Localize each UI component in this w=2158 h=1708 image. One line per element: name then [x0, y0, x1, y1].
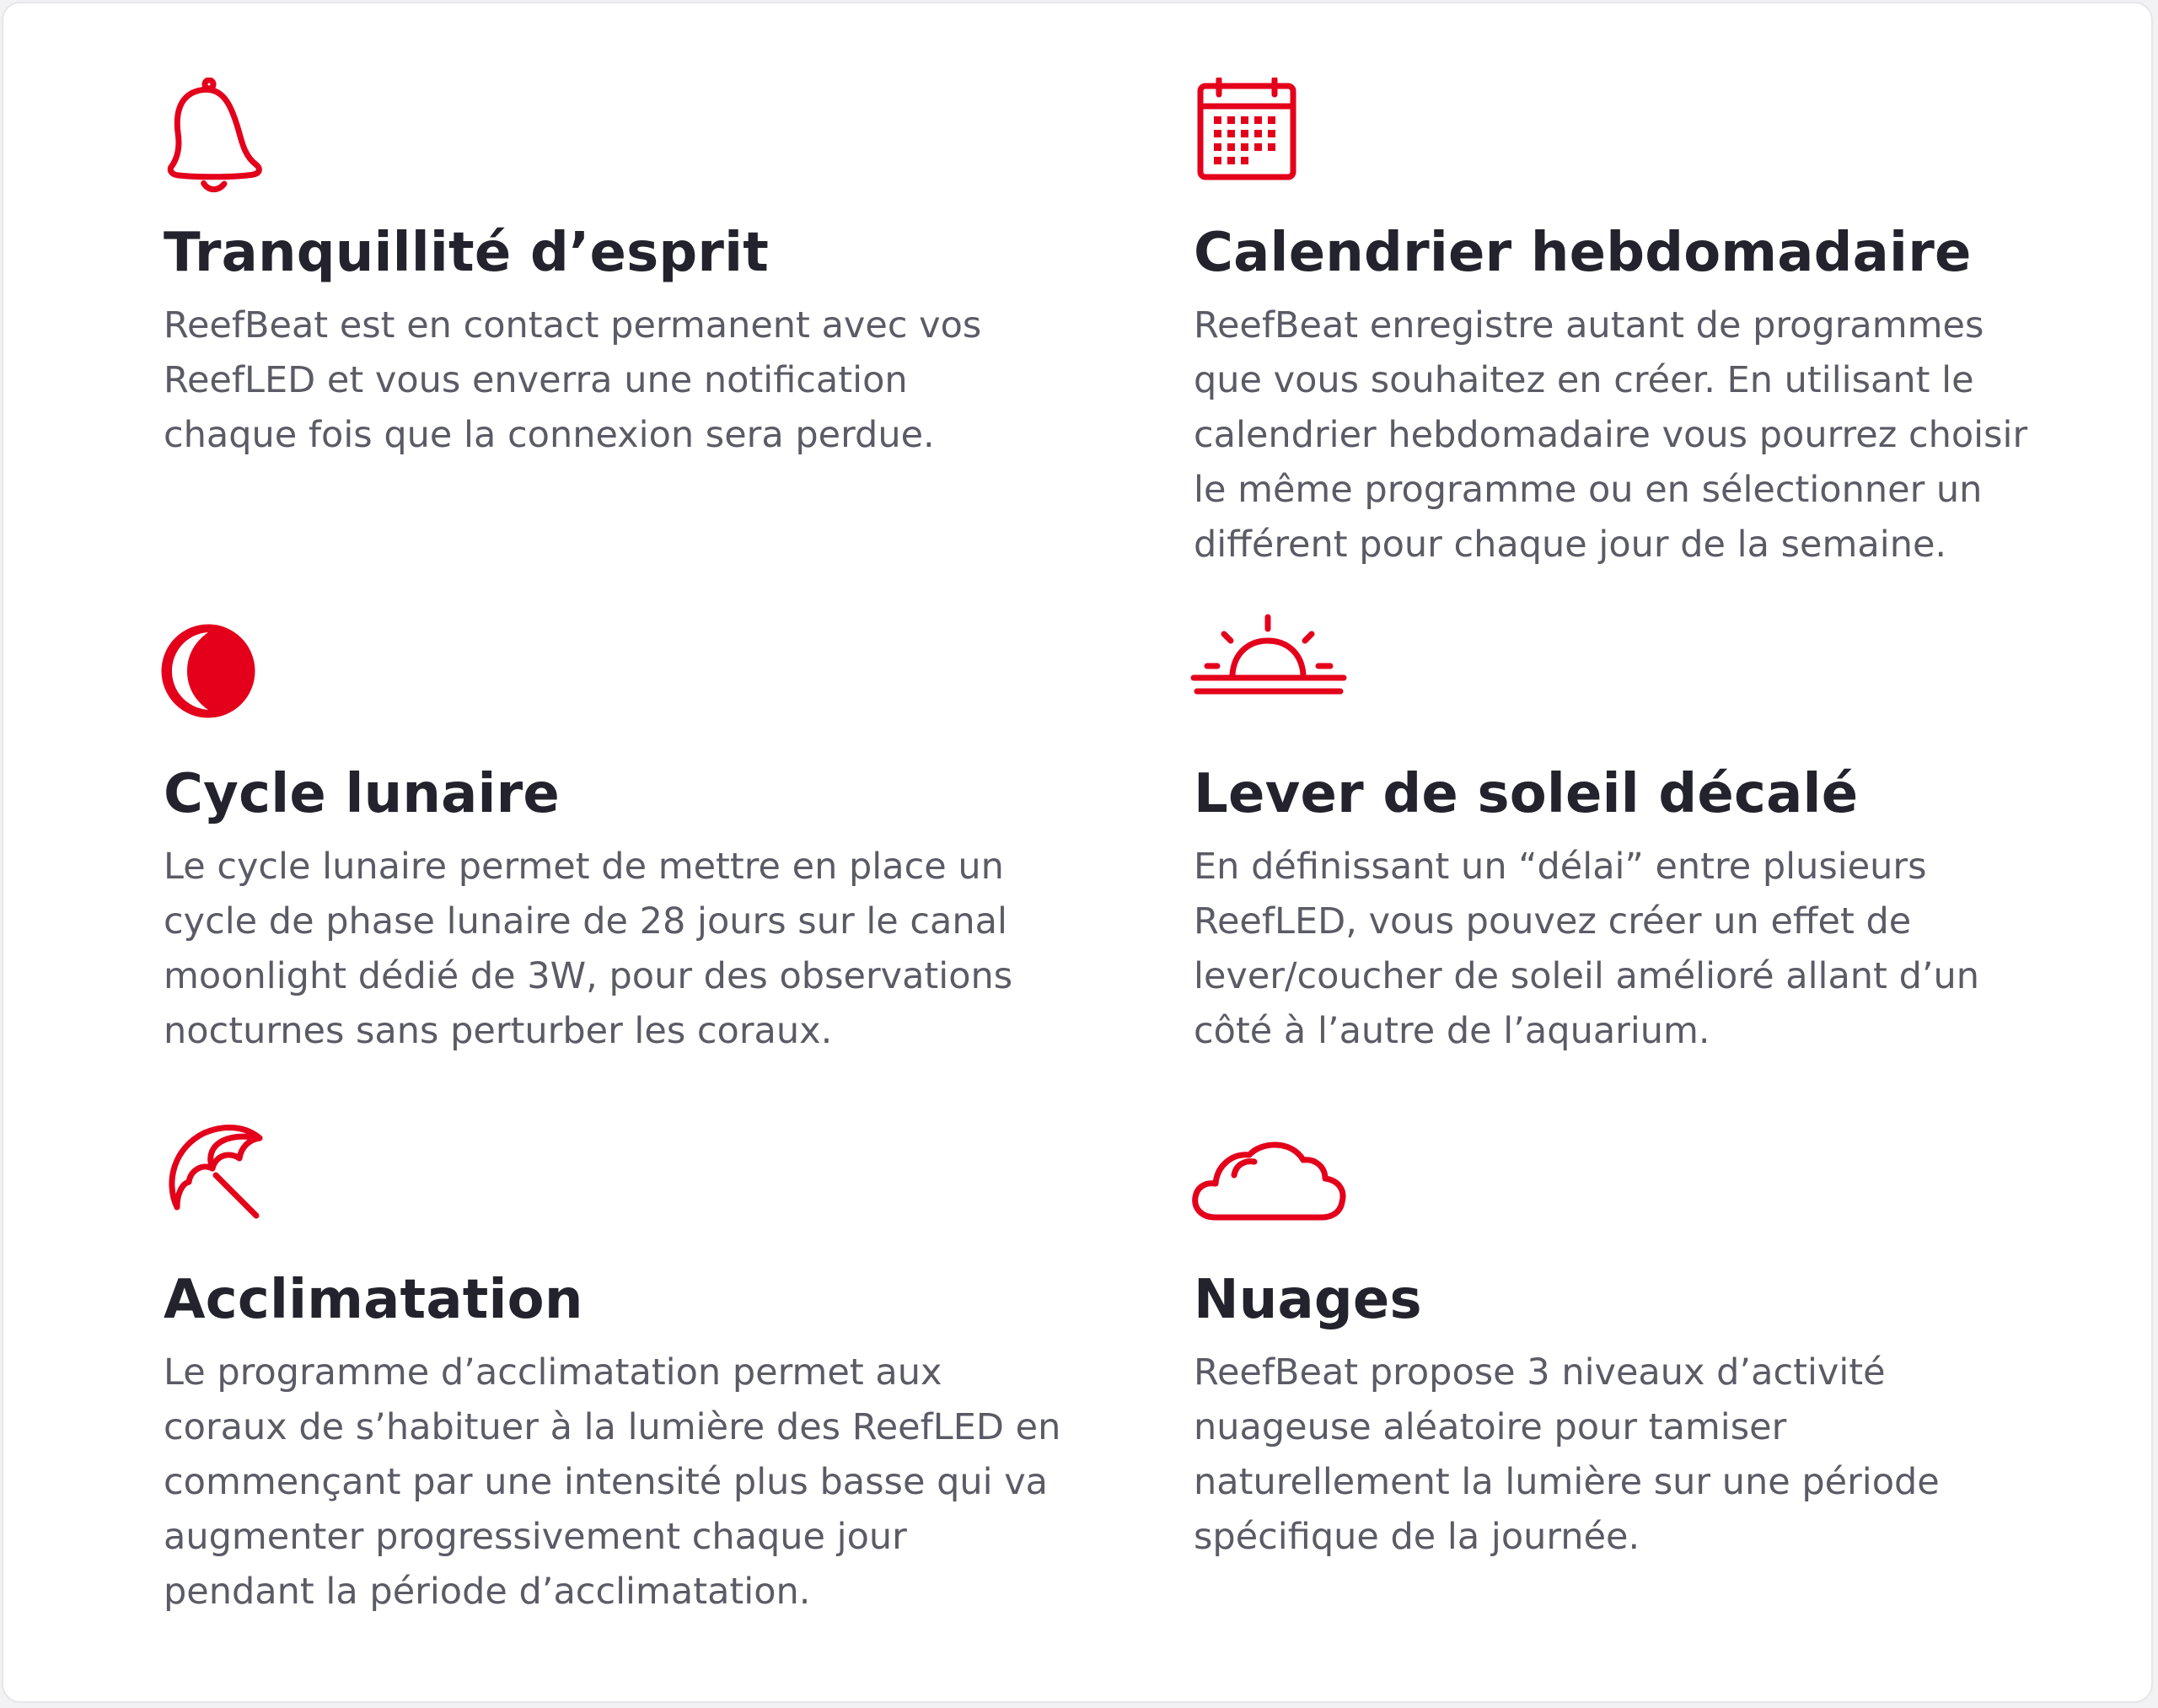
description-line: ReefLED et vous enverra une notification — [164, 359, 908, 401]
description-line: coraux de s’habituer à la lumière des ReefLED en — [164, 1406, 1061, 1448]
feature-title: Cycle lunaire — [164, 763, 561, 825]
features-card — [2, 2, 2153, 1703]
cloud-icon — [1190, 1136, 1359, 1254]
feature-description — [1194, 1345, 1940, 1565]
description-line: naturellement la lumière sur une période — [1194, 1461, 1940, 1503]
feature-description — [1194, 840, 1979, 1059]
description-line: que vous souhaitez en créer. En utilisant le — [1194, 359, 1974, 401]
description-line: le même programme ou en sélectionner un — [1194, 469, 1983, 511]
description-line: côté à l’autre de l’aquarium. — [1194, 1010, 1710, 1052]
description-line: chaque fois que la connexion sera perdue. — [164, 414, 935, 456]
description-line: nuageuse aléatoire pour tamiser — [1194, 1406, 1787, 1448]
description-line: cycle de phase lunaire de 28 jours sur le canal — [164, 900, 1007, 943]
feature-title: Calendrier hebdomadaire — [1194, 222, 1972, 284]
umbrella-icon — [160, 1123, 329, 1241]
sunrise-icon — [1190, 610, 1359, 728]
description-line: spécifique de la journée. — [1194, 1516, 1640, 1558]
feature-title: Lever de soleil décalé — [1194, 763, 1859, 825]
feature-title: Nuages — [1194, 1269, 1422, 1331]
description-line: ReefLED, vous pouvez créer un effet de — [1194, 900, 1912, 943]
description-line: moonlight dédié de 3W, pour des observations — [164, 955, 1013, 997]
description-line: pendant la période d’acclimatation. — [164, 1571, 811, 1613]
feature-title: Acclimatation — [164, 1269, 583, 1331]
calendar-icon — [1190, 78, 1359, 196]
description-line: ReefBeat enregistre autant de programmes — [1194, 304, 1984, 346]
description-line: Le programme d’acclimatation permet aux — [164, 1351, 942, 1394]
description-line: augmenter progressivement chaque jour — [164, 1516, 907, 1558]
description-line: ReefBeat propose 3 niveaux d’activité — [1194, 1351, 1886, 1394]
description-line: différent pour chaque jour de la semaine. — [1194, 524, 1947, 566]
description-line: commençant par une intensité plus basse qui va — [164, 1461, 1049, 1503]
description-line: calendrier hebdomadaire vous pourrez choisir — [1194, 414, 2028, 456]
description-line: nocturnes sans perturber les coraux. — [164, 1010, 833, 1052]
description-line: ReefBeat est en contact permanent avec vos — [164, 304, 982, 346]
description-line: Le cycle lunaire permet de mettre en place un — [164, 846, 1004, 888]
feature-description — [1194, 298, 2027, 572]
bell-icon — [160, 78, 329, 196]
feature-description — [164, 298, 981, 463]
feature-description — [164, 1345, 1060, 1619]
description-line: lever/coucher de soleil amélioré allant d’un — [1194, 955, 1980, 997]
moon-icon — [160, 619, 329, 737]
feature-title: Tranquillité d’esprit — [164, 222, 770, 284]
description-line: En définissant un “délai” entre plusieurs — [1194, 846, 1927, 888]
feature-description — [164, 840, 1012, 1059]
